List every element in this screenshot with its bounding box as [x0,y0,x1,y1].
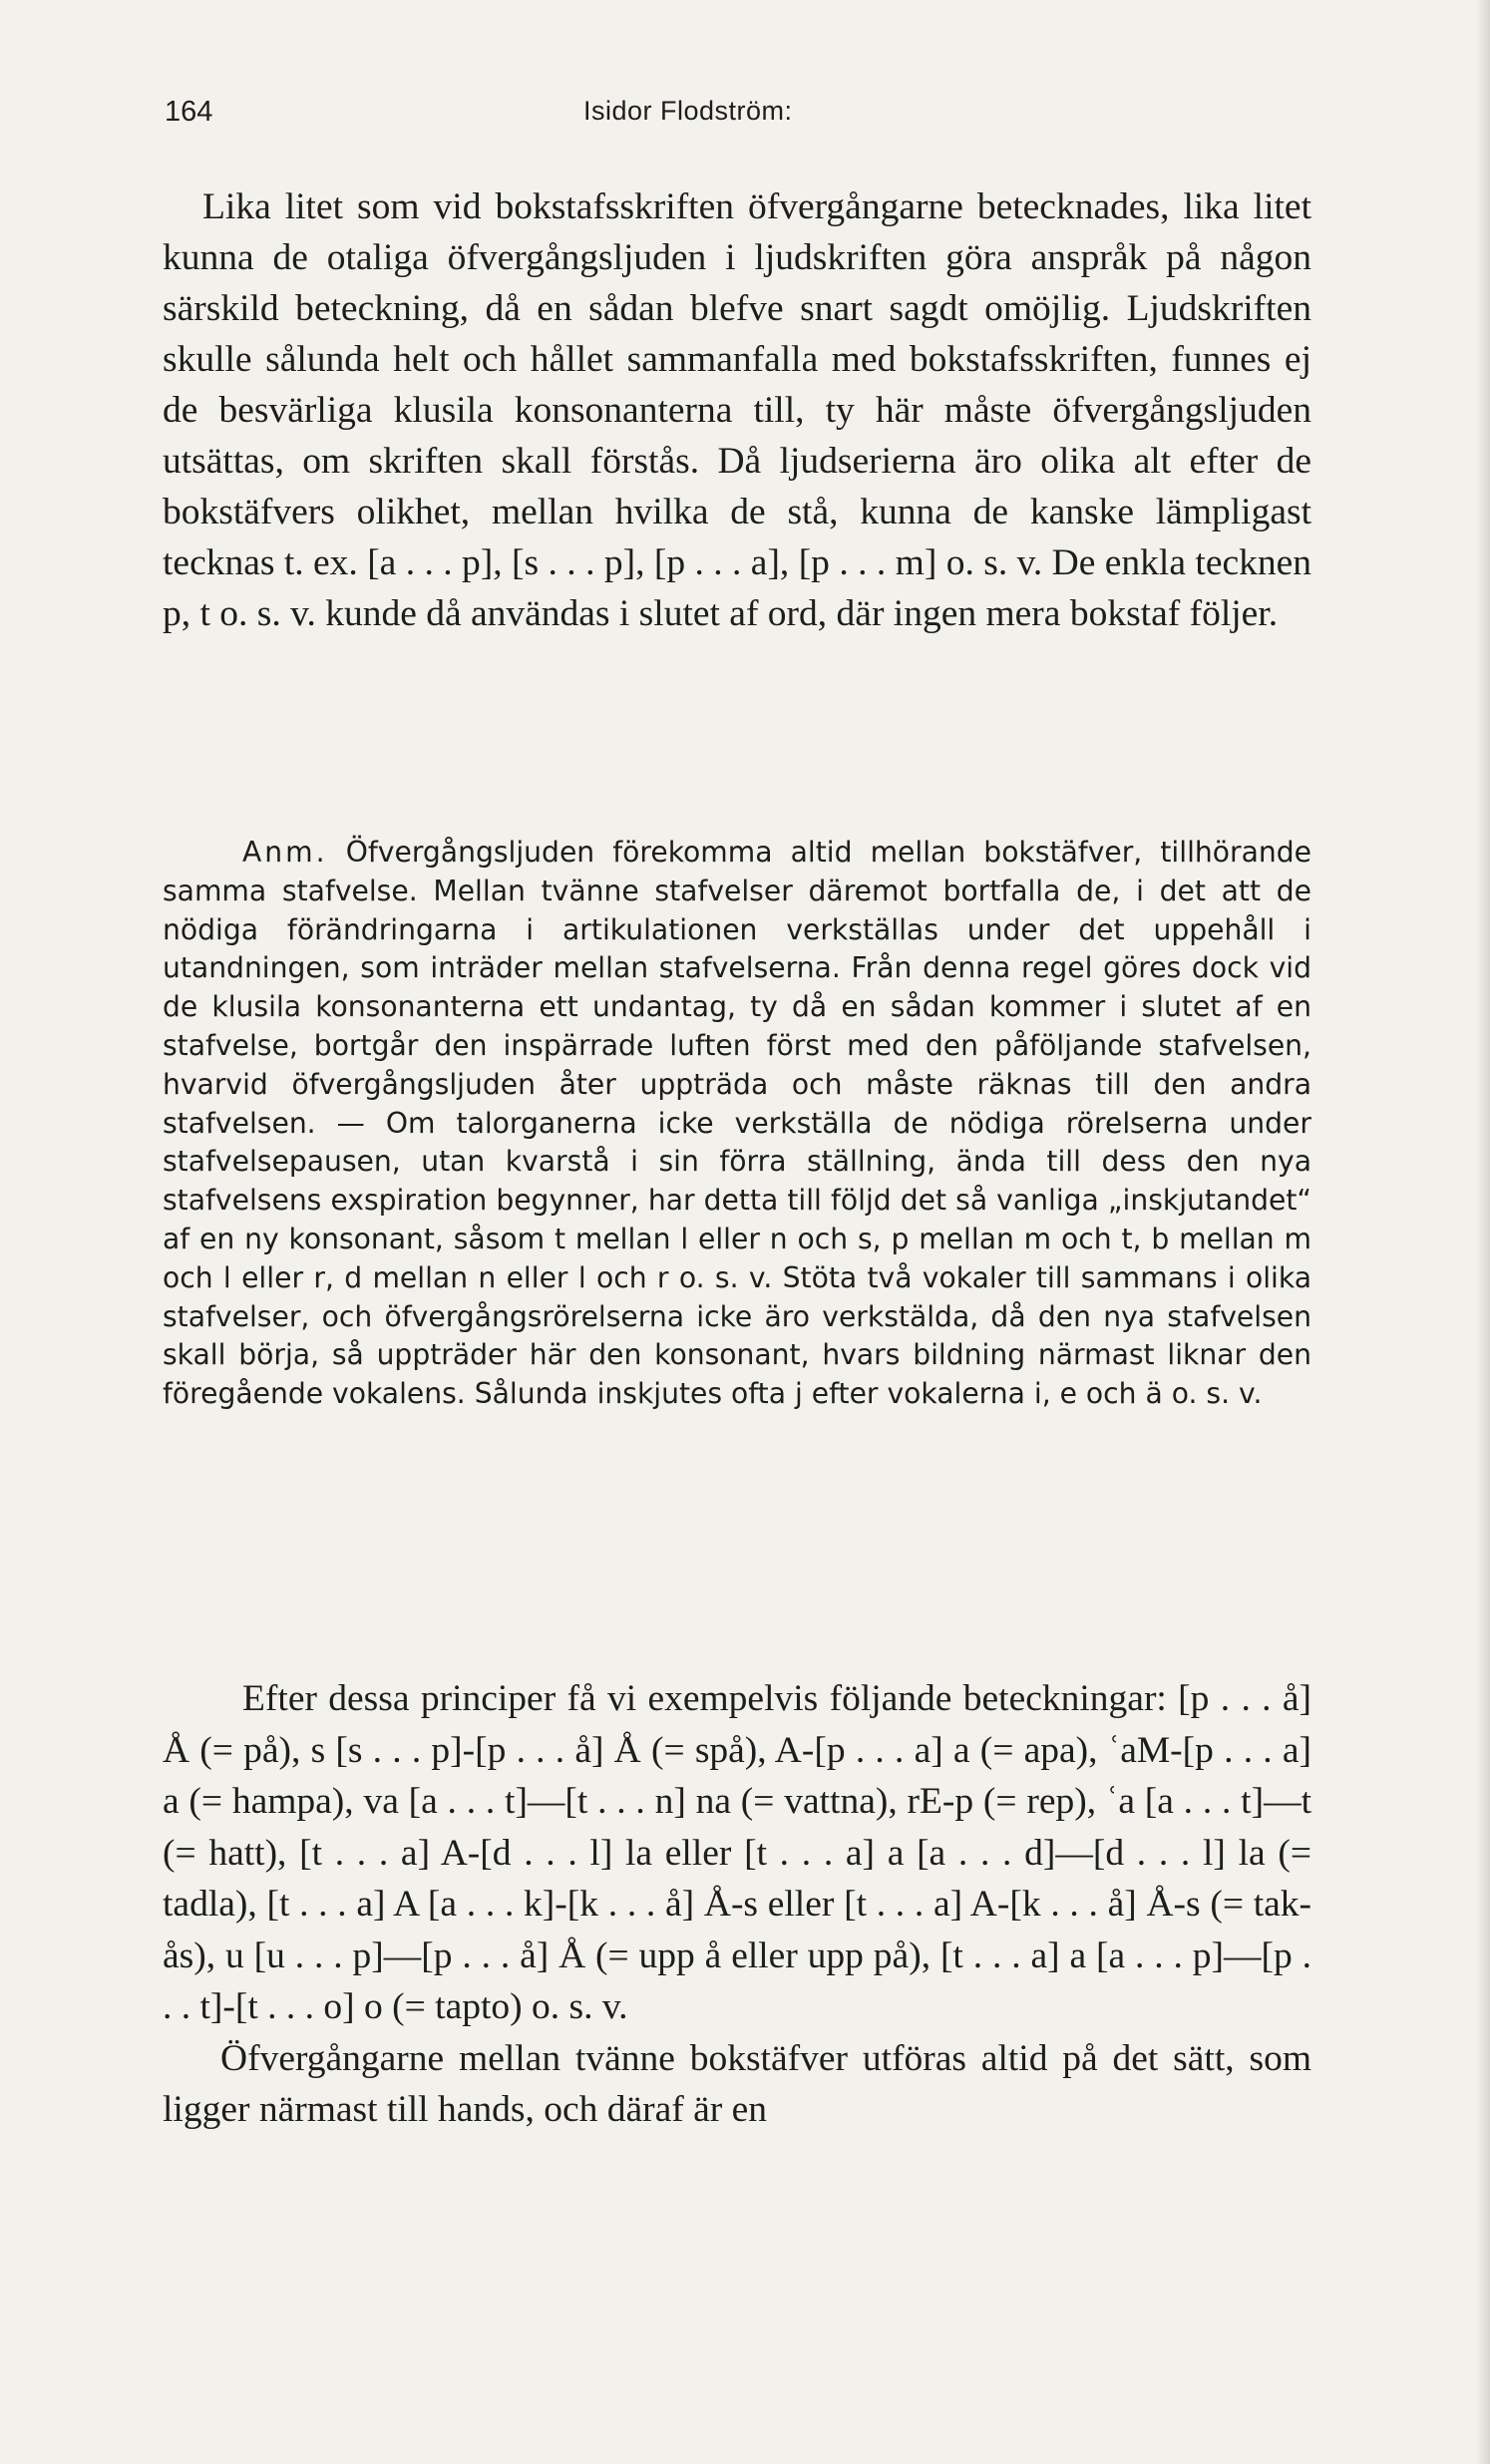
paragraph-3-text: Öfvergångarne mellan tvänne bokstäfver utföras altid på det sätt, som ligger närmast till hands, och däraf är en [163,2037,1311,2130]
annotation-lead: Anm. [242,836,328,869]
paragraph-1-text: Lika litet som vid bokstafsskriften öfvergångarne betecknades, lika litet kunna de otaliga öfvergångsljuden i ljudskriften göra anspråk på någon särskild beteckning, då en sådan blefve snart sagdt omöjlig. Ljudskriften skulle sålunda helt och hållet sammanfalla med bokstafsskriften, funnes ej de besvärliga klusila konsonanterna till, ty här måste öfvergångsljuden utsättas, om skriften skall förstås. Då ljudserierna äro olika alt efter de bokstäfvers olikhet, mellan hvilka de stå, kunna de kanske lämpligast tecknas t. ex. [a . . . p], [s . . . p], [p . . . a], [p . . . m] o. s. v. De enkla tecknen p, t o. s. v. kunde då användas i slutet af ord, där ingen mera bokstaf följer. [163,186,1311,634]
paragraph-1 [163,181,1311,639]
paragraph-2-block [163,1673,1311,2136]
page-number: 164 [165,96,213,128]
paragraph-2-text: Efter dessa principer få vi exempelvis följande beteckningar: [p . . . å] Å (= på), s [s . . . p]-[p . . . å] Å (= spå), A-[p . . . a] a (= apa), ʿaM-[p . . . a] a (= hampa), va [a . . . t]—[t . . . n] na (= vattna), rE-p (= rep), ʿa [a . . . t]—t (= hatt), [t . . . a] A-[d . . . l] la eller [t . . . a] a [a . . . d]—[d . . . l] la (= tadla), [t . . . a] A [a . . . k]-[k . . . å] Å-s eller [t . . . a] A-[k . . . å] Å-s (= tak-ås), u [u . . . p]—[p . . . å] Å (= upp å eller upp på), [t . . . a] a [a . . . p]—[p . . . t]-[t . . . o] o (= tapto) o. s. v. [163,1678,1311,2027]
annotation-note [163,834,1311,1414]
page-header [165,96,1311,136]
annotation-text [163,834,1311,1414]
page-edge-shadow [1476,0,1490,2464]
running-head: Isidor Flodström: [583,96,793,126]
annotation-body: Öfvergångsljuden förekomma altid mellan bokstäfver, tillhörande samma stafvelse. Mellan tvänne stafvelser däremot bortfalla de, i det att de nödiga förändringarna i artikulationen verkställas under det uppehåll i utandningen, som inträder mellan stafvelserna. Från denna regel göres dock vid de klusila konsonanterna ett undantag, ty då en sådan kommer i slutet af en stafvelse, bortgår den inspärrade luften först med den påföljande stafvelsen, hvarvid öfvergångsljuden åter uppträda och måste räknas till den andra stafvelsen. — Om talorganerna icke verkställa de nödiga rörelserna under stafvelsepausen, utan kvarstå i sin förra ställning, ända till dess den nya stafvelsens exspiration begynner, har detta till följd det så vanliga „inskjutandet“ af en ny konsonant, såsom t mellan l eller n och s, p mellan m och t, b mellan m och l eller r, d mellan n eller l och r o. s. v. Stöta två vokaler till sammans i olika stafvelser, och öfvergångsrörelserna icke äro verkstälda, då den nya stafvelsen skall börja, så uppträder här den konsonant, hvars bildning närmast liknar den föregående vokalens. Sålunda inskjutes ofta j efter vokalerna i, e och ä o. s. v. [163,836,1311,1411]
